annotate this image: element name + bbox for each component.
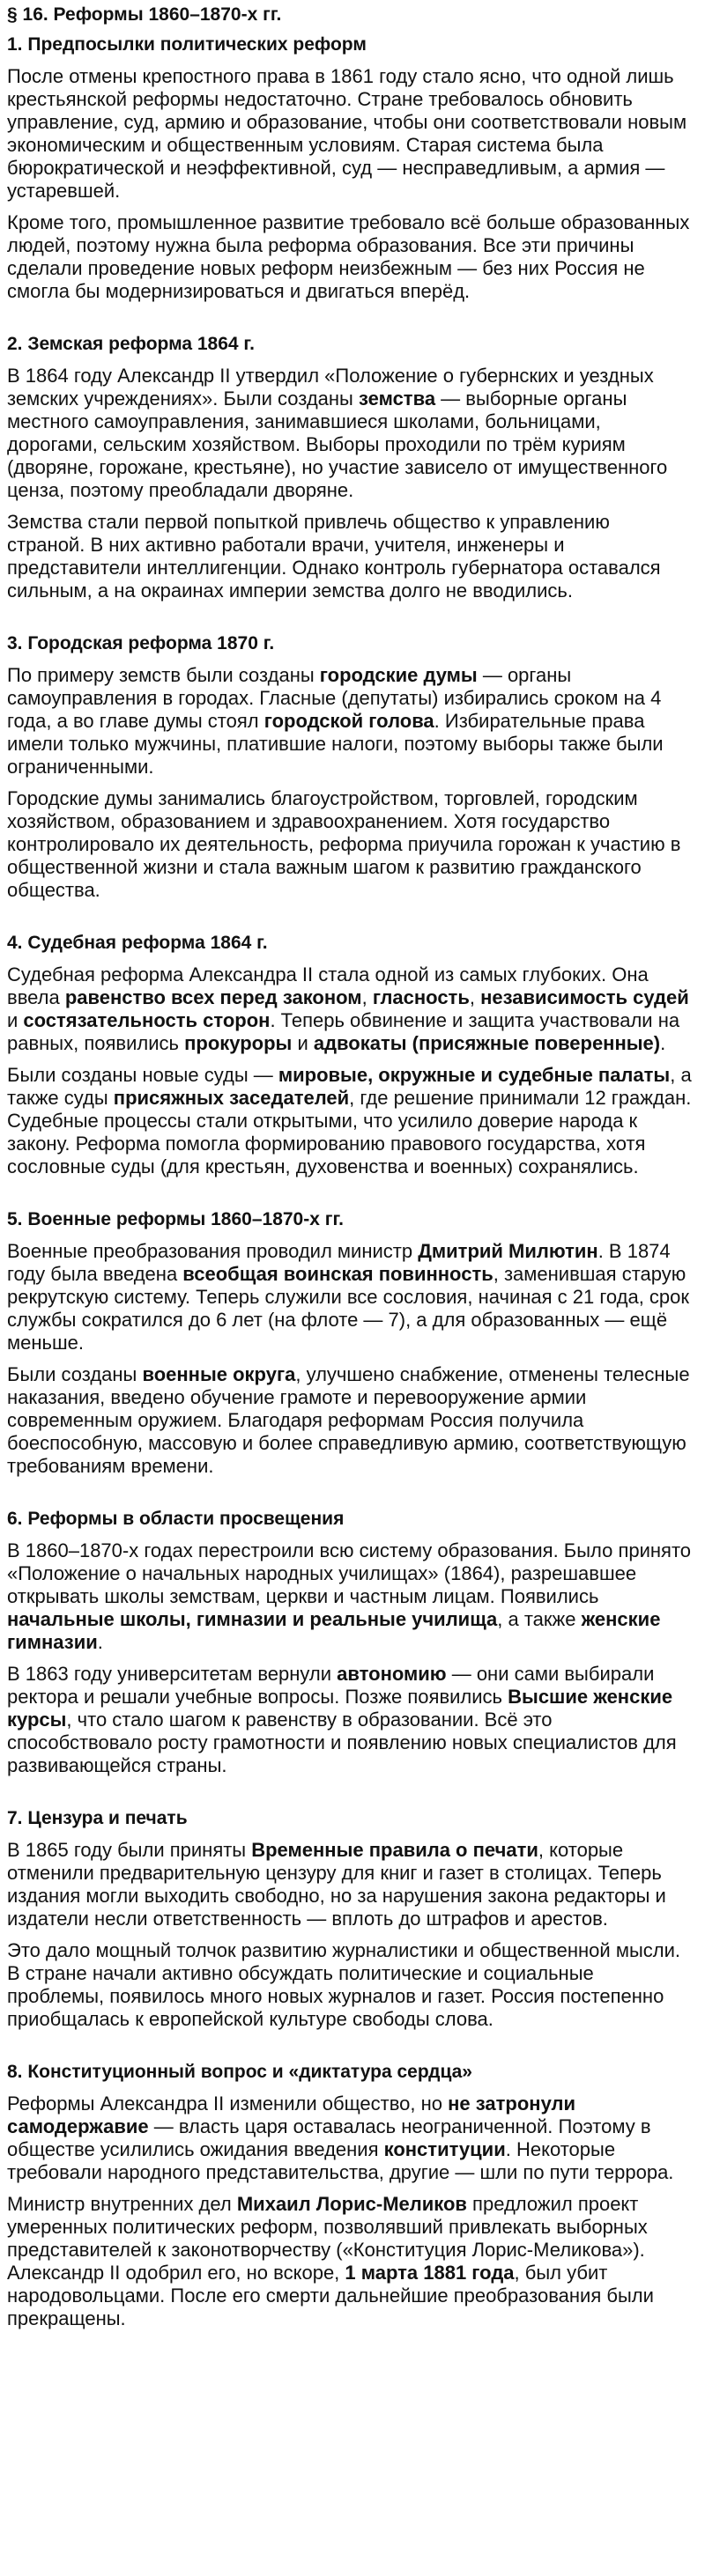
paragraph [7,2093,693,2184]
text-run: , которые отменили предварительную цензуру для книг и газет в столицах. Теперь издания могли выходить свободно, но за нарушения закона редакторы и издатели несли ответственность — вплоть до штрафов и арестов. [7,1839,666,1930]
paragraph [7,1839,693,1930]
bold-term: 1 марта 1881 года [345,2262,515,2284]
paragraph [7,1363,693,1478]
text-run: Кроме того, промышленное развитие требовало всё больше образованных людей, поэтому нужна была реформа образования. Все эти причины сделали проведение новых реформ неизбежным — без них Россия не смогла бы модернизироваться и двигаться вперёд. [7,211,690,302]
bold-term: не затронули самодержавие [7,2093,576,2137]
bold-term: конституции [383,2138,506,2160]
bold-term: независимость судей [480,986,689,1008]
bold-term: городские думы [319,664,478,686]
text-run: После отмены крепостного права в 1861 году стало ясно, что одной лишь крестьянской реформы недостаточно. Стране требовалось обновить управление, суд, армию и образование, чтобы они соответствовали новым экономическим и общественным условиям. Старая система была бюрократической и неэффективной, суд — несправедливым, а армия — устаревшей. [7,65,687,202]
text-run: . В 1874 году была введена [7,1240,671,1285]
paragraph [7,65,693,203]
text-run: В 1863 году университетам вернули [7,1663,338,1685]
section-heading: 6. Реформы в области просвещения [7,1509,345,1529]
text-run: Были созданы [7,1363,143,1385]
text-run: , а также [497,1608,582,1630]
text-run: Это дало мощный толчок развитию журналистики и общественной мысли. В стране начали активно обсуждать политические и социальные проблемы, появилось много новых журналов и газет. Россия постепенно приобщалась к европейской культуре свободы слова. [7,1939,680,2030]
text-run: , где решение принимали 12 граждан. Судебные процессы стали открытыми, что усилило доверие народа к закону. Реформа помогла формированию правового государства, хотя сословные суды (для крестьян, духовенства и военных) сохранялись. [7,1087,692,1177]
text-run: Военные преобразования проводил министр [7,1240,419,1262]
bold-term: присяжных заседателей [113,1087,350,1109]
section-1 [7,33,693,303]
text-run: , заменившая старую рекрутскую систему. Теперь служили все сословия, начиная с 21 года, срок службы сократился до 6 лет (на флоте — 7), а для образованных — ещё меньше. [7,1263,690,1354]
paragraph [7,963,693,1055]
bold-term: адвокаты (присяжные поверенные) [313,1032,661,1054]
text-run: . [660,1032,666,1054]
bold-term: военные округа [142,1363,296,1385]
section-8 [7,2061,693,2330]
bold-term: равенство всех перед законом [64,986,362,1008]
section-heading: 1. Предпосылки политических реформ [7,34,367,55]
bold-term: городской голова [263,710,434,732]
paragraph [7,787,693,902]
bold-term: состязательность сторон [23,1009,271,1031]
bold-term: начальные школы, гимназии и реальные училища [7,1608,498,1630]
paragraph [7,365,693,502]
text-run: , улучшено снабжение, отменены телесные наказания, введено обучение грамоте и перевооружение армии современным оружием. Благодаря реформам Россия получила боеспособную, массовую и более справедливую армию, соответствующую требованиям времени. [7,1363,690,1477]
section-7 [7,1807,693,2031]
text-run: По примеру земств были созданы [7,664,320,686]
text-run: Министр внутренних дел [7,2193,237,2215]
paragraph [7,664,693,779]
section-heading: 7. Цензура и печать [7,1808,188,1828]
bold-term: мировые, окружные и судебные палаты [278,1064,671,1086]
bold-term: прокуроры [184,1032,293,1054]
text-run: — власть царя оставалась неограниченной. Поэтому в обществе усилились ожидания введения [7,2115,651,2160]
text-run: Реформы Александра II изменили общество, но [7,2093,449,2115]
bold-term: автономию [337,1663,447,1685]
text-run: Были созданы новые суды — [7,1064,278,1086]
section-heading: 4. Судебная реформа 1864 г. [7,933,268,953]
text-run: , а также суды [7,1064,692,1109]
text-run: , был убит народовольцами. После его смерти дальнейшие преобразования были прекращены. [7,2262,654,2329]
text-run: — они сами выбирали ректора и решали учебные вопросы. Позже появились [7,1663,655,1708]
paragraph [7,2193,693,2330]
sections-container [7,33,693,2330]
text-run: В 1865 году были приняты [7,1839,252,1861]
document-title: § 16. Реформы 1860–1870-х гг. [7,4,282,25]
text-run: . Некоторые требовали народного представительства, другие — шли по пути террора. [7,2138,674,2183]
paragraph [7,1064,693,1178]
paragraph [7,1539,693,1654]
bold-term: Временные правила о печати [251,1839,538,1861]
bold-term: женские гимназии [7,1608,661,1653]
text-run: — выборные органы местного самоуправления, занимавшиеся школами, больницами, дорогами, сельским хозяйством. Выборы проходили по трём куриям (дворяне, горожане, крестьяне), но участие зависело от имущественного ценза, поэтому преобладали дворяне. [7,388,668,501]
paragraph [7,1939,693,2031]
bold-term: гласность [372,986,470,1008]
paragraph [7,1663,693,1777]
text-run: и [7,1009,24,1031]
text-run: В 1860–1870-х годах перестроили всю систему образования. Было принято «Положение о начальных народных училищах» (1864), разрешавшее открывать школы земствам, церкви и частным лицам. Появились [7,1539,692,1607]
paragraph [7,211,693,303]
section-3 [7,632,693,902]
text-run: — органы самоуправления в городах. Гласные (депутаты) избирались сроком на 4 года, а во главе думы стоял [7,664,662,732]
section-heading: 2. Земская реформа 1864 г. [7,334,255,354]
text-run: В 1864 году Александр II утвердил «Положение о губернских и уездных земских учреждениях». Были созданы [7,365,654,410]
section-heading: 3. Городская реформа 1870 г. [7,633,275,653]
bold-term: всеобщая воинская повинность [182,1263,494,1285]
text-run: предложил проект умеренных политических реформ, позволявший привлекать выборных представителей к законотворчеству («Конституция Лорис-Меликова»). Александр II одобрил его, но вскоре, [7,2193,648,2284]
section-heading: 8. Конституционный вопрос и «диктатура сердца» [7,2062,472,2082]
text-run: , что стало шагом к равенству в образовании. Всё это способствовало росту грамотности и появлению новых специалистов для развивающейся страны. [7,1709,677,1776]
section-4 [7,932,693,1178]
text-run: , [361,986,373,1008]
bold-term: Дмитрий Милютин [418,1240,598,1262]
text-run: . Теперь обвинение и защита участвовали на равных, появились [7,1009,680,1054]
section-heading: 5. Военные реформы 1860–1870-х гг. [7,1209,344,1229]
bold-term: Михаил Лорис-Меликов [236,2193,467,2215]
paragraph [7,1240,693,1354]
section-6 [7,1508,693,1777]
section-5 [7,1208,693,1478]
document-page [0,4,705,2330]
text-run: и [292,1032,314,1054]
paragraph [7,511,693,602]
text-run: Судебная реформа Александра II стала одной из самых глубоких. Она ввела [7,963,649,1008]
text-run: , [469,986,481,1008]
bold-term: Высшие женские курсы [7,1686,673,1731]
text-run: . [97,1631,103,1653]
section-2 [7,333,693,602]
bold-term: земства [359,388,436,410]
text-run: Городские думы занимались благоустройством, торговлей, городским хозяйством, образованием и здравоохранением. Хотя государство контролировало их деятельность, реформа приучила горожан к участию в общественной жизни и стала важным шагом к развитию гражданского общества. [7,787,681,901]
text-run: . Избирательные права имели только мужчины, платившие налоги, поэтому выборы также были ограниченными. [7,710,664,778]
text-run: Земства стали первой попыткой привлечь общество к управлению страной. В них активно работали врачи, учителя, инженеры и представители интеллигенции. Однако контроль губернатора оставался сильным, а на окраинах империи земства долго не вводились. [7,511,661,602]
